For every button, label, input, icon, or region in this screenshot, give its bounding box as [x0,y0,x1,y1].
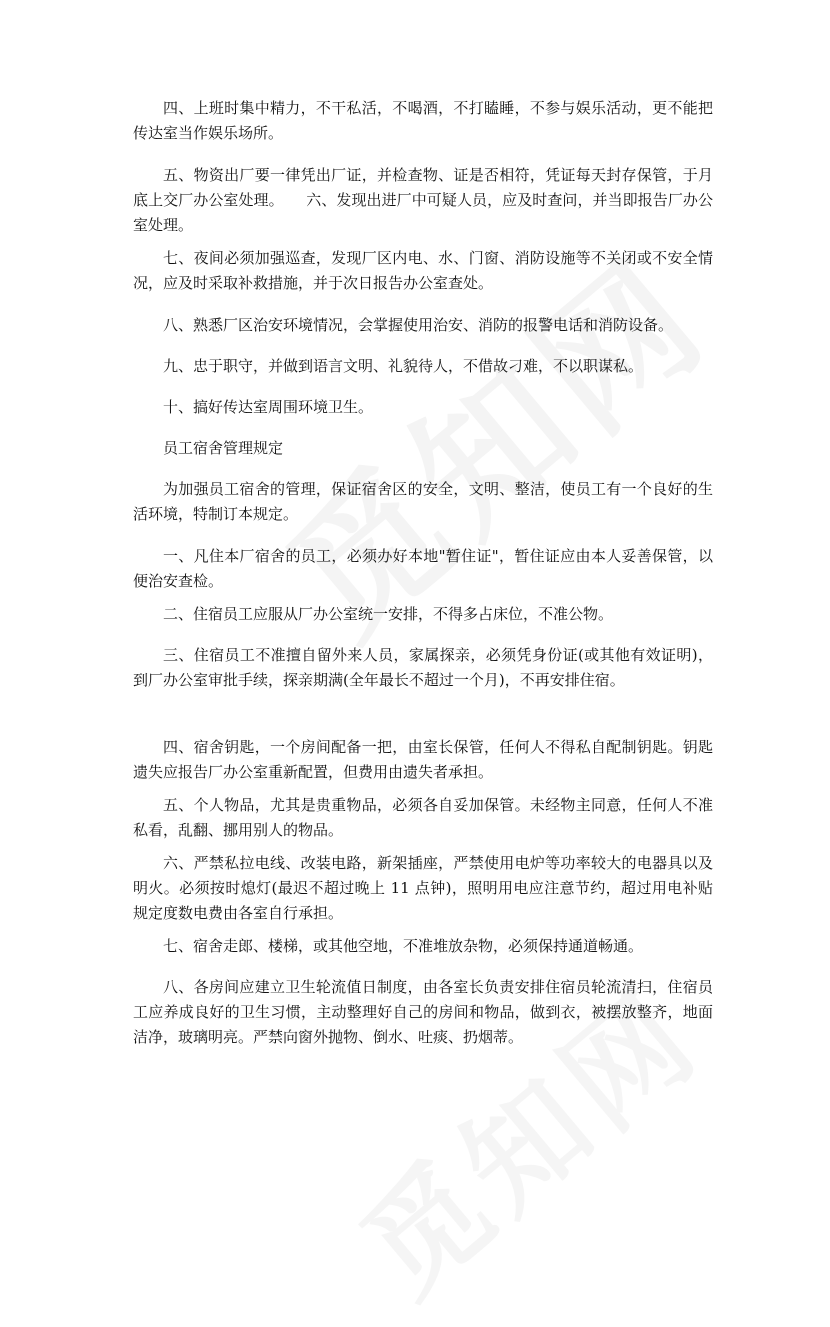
paragraph-dorm-rule-5: 五、个人物品，尤其是贵重物品，必须各自妥加保管。未经物主同意，任何人不准私看，乱翻、挪用别人的物品。 [133,796,713,839]
paragraph-gatehouse-rule-5-6: 五、物资出厂要一律凭出厂证，并检查物、证是否相符，凭证每天封存保管，于月底上交厂办公室处理。 六、发现出进厂中可疑人员，应及时查问，并当即报告厂办公室处理。 [133,166,713,234]
paragraph-gatehouse-rule-10: 十、搞好传达室周围环境卫生。 [163,398,374,416]
paragraph-gatehouse-rule-8: 八、熟悉厂区治安环境情况，会掌握使用治安、消防的报警电话和消防设备。 [163,316,674,334]
paragraph-dorm-rule-1: 一、凡住本厂宿舍的员工，必须办好本地"暂住证"，暂住证应由本人妥善保管，以便治安查检。 [133,547,713,590]
paragraph-intro: 为加强员工宿舍的管理，保证宿舍区的安全，文明、整洁，使员工有一个良好的生活环境，特制订本规定。 [133,480,713,523]
paragraph-gatehouse-rule-7: 七、夜间必须加强巡查，发现厂区内电、水、门窗、消防设施等不关闭或不安全情况，应及时采取补救措施，并于次日报告办公室查处。 [133,249,713,292]
paragraph-dorm-rule-6: 六、严禁私拉电线、改装电路，新架插座，严禁使用电炉等功率较大的电器具以及明火。必须按时熄灯(最迟不超过晚上 11 点钟)，照明用电应注意节约，超过用电补贴规定度数电费由各室自行承担。 [133,854,713,922]
paragraph-dorm-rule-4: 四、宿舍钥匙，一个房间配备一把，由室长保管，任何人不得私自配制钥匙。钥匙遗失应报告厂办公室重新配置，但费用由遗失者承担。 [133,738,713,781]
section-heading: 员工宿舍管理规定 [163,439,284,457]
paragraph-dorm-rule-8: 八、各房间应建立卫生轮流值日制度，由各室长负责安排住宿员轮流清扫，住宿员工应养成良好的卫生习惯，主动整理好自己的房间和物品，做到衣，被摆放整齐，地面洁净，玻璃明亮。严禁向窗外抛物、倒水、吐痰、扔烟蒂。 [133,978,713,1046]
paragraph-dorm-rule-3: 三、住宿员工不准擅自留外来人员，家属探亲，必须凭身份证(或其他有效证明)，到厂办公室审批手续，探亲期满(全年最长不超过一个月)，不再安排住宿。 [133,646,713,689]
paragraph-dorm-rule-2: 二、住宿员工应服从厂办公室统一安排，不得多占床位，不准公物。 [163,605,614,623]
paragraph-gatehouse-rule-9: 九、忠于职守，并做到语言文明、礼貌待人，不借故刁难，不以职谋私。 [163,357,644,375]
paragraph-gatehouse-rule-4: 四、上班时集中精力，不干私活，不喝酒，不打瞌睡，不参与娱乐活动，更不能把传达室当作娱乐场所。 [133,99,713,142]
paragraph-dorm-rule-7: 七、宿舍走郎、楼梯，或其他空地，不准堆放杂物，必须保持通道畅通。 [163,937,644,955]
